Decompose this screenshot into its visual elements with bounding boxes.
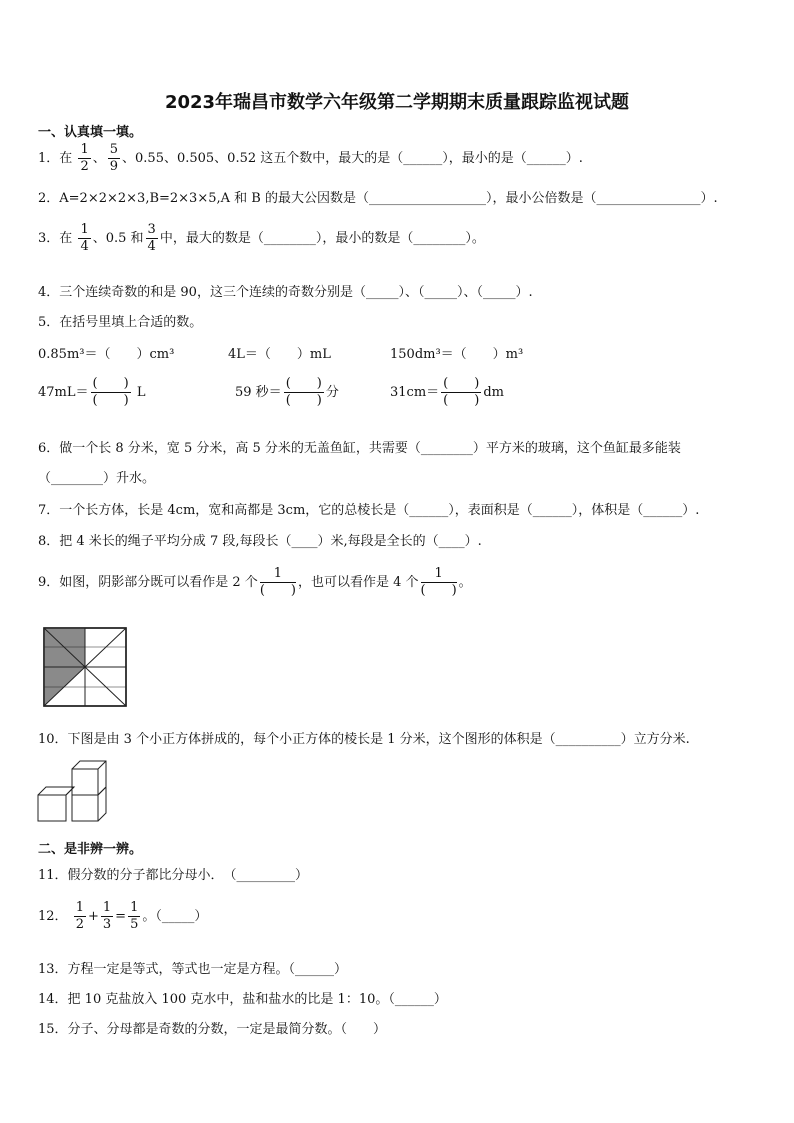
q3-middle: 、0.5 和 [92,231,144,246]
q3-f2-numerator: 3 [147,222,156,237]
q5-item-a: 0.85m³＝（ ）cm³ [38,347,175,362]
q12-number: 12． [38,909,68,924]
q12-f3-denominator: 5 [130,917,139,932]
q5-item-b: 4L＝（ ）mL [228,347,331,362]
q12-suffix: 。（_____） [142,909,208,924]
q1-prefix: 在 [59,151,73,166]
q5-d-fraction [91,376,131,409]
q1-f2-denominator: 9 [109,159,119,174]
q3-fraction-1 [78,222,90,255]
q9-f1-numerator: 1 [260,566,296,583]
q5-f-unit: dm [483,385,504,400]
q9-suffix: 。 [458,575,472,590]
q10-cubes-figure [36,759,108,825]
q12-f1-numerator: 1 [75,900,84,915]
q5-e-denominator: ( ) [285,393,322,408]
q5-d-unit: L [136,385,146,400]
q5-e-prefix: 59 秒＝ [235,385,282,400]
q12-f3-numerator: 1 [130,900,139,915]
q5-item-f [390,376,504,409]
q9-prefix: 9．如图，阴影部分既可以看作是 2 个 [38,575,258,590]
q5-f-prefix: 31cm＝ [390,385,440,400]
q9-f1-denominator: ( ) [259,583,296,598]
question-6-line-1: 6．做一个长 8 分米，宽 5 分米，高 5 分米的无盖鱼缸，共需要（________）平方米的玻璃，这个鱼缸最多能装 [38,441,681,456]
q9-f2-denominator: ( ) [420,583,457,598]
section-2-heading: 二、是非辨一辨。 [38,842,143,857]
q5-e-fraction [284,376,324,409]
q5-e-unit: 分 [325,385,339,400]
question-6-line-2: （________）升水。 [38,471,156,486]
question-5: 5．在括号里填上合适的数。 [38,315,203,330]
q3-number: 3． [38,231,60,246]
q12-fraction-3 [128,900,140,933]
q3-rest: 中，最大的数是（________），最小的数是（________）。 [159,231,485,246]
question-4: 4．三个连续奇数的和是 90，这三个连续的奇数分别是（_____）、（_____）、（_____）. [38,285,533,300]
q12-f2-denominator: 3 [102,917,112,932]
q3-f2-denominator: 4 [147,239,156,254]
q1-fraction-1 [78,142,90,175]
question-11: 11．假分数的分子都比分母小． （_________） [38,868,309,883]
q5-f-denominator: ( ) [443,393,480,408]
question-12 [38,900,207,933]
question-14: 14．把 10 克盐放入 100 克水中，盐和盐水的比是 1：10。（______） [38,992,447,1007]
q5-f-numerator: ( ) [443,376,480,391]
q12-plus: + [87,909,99,924]
q9-square-figure [43,627,127,707]
question-3 [38,222,485,255]
q12-equals: = [115,909,127,924]
q5-d-prefix: 47mL＝ [38,385,89,400]
q5-f-fraction [441,376,481,409]
question-1 [38,142,583,175]
question-10: 10．下图是由 3 个小正方体拼成的，每个小正方体的棱长是 1 分米，这个图形的体积是（__________）立方分米. [38,732,690,747]
q12-f2-numerator: 1 [102,900,112,915]
question-2: 2．A=2×2×2×3,B=2×3×5,A 和 B 的最大公因数是（__________________），最小公倍数是（________________）. [38,191,718,206]
q5-e-numerator: ( ) [285,376,322,391]
q1-f1-denominator: 2 [80,159,89,174]
q1-rest: 、0.55、0.505、0.52 这五个数中，最大的是（______），最小的是（______）. [122,151,583,166]
q5-d-numerator: ( ) [92,376,129,391]
q9-fraction-2 [421,566,457,599]
q5-d-denominator: ( ) [92,393,129,408]
question-15: 15．分子、分母都是奇数的分数，一定是最简分数。（ ） [38,1022,387,1037]
q3-prefix: 在 [59,231,73,246]
section-1-heading: 一、认真填一填。 [38,125,143,140]
page-title: 2023年瑞昌市数学六年级第二学期期末质量跟踪监视试题 [164,92,630,113]
q1-fraction-2 [108,142,120,175]
q9-middle: ，也可以看作是 4 个 [297,575,419,590]
question-8: 8．把 4 米长的绳子平均分成 7 段,每段长（____）米,每段是全长的（____）. [38,534,482,549]
q12-fraction-2 [101,900,113,933]
q9-fraction-1 [260,566,296,599]
q1-f2-numerator: 5 [109,142,119,157]
question-9 [38,566,472,599]
q1-separator: 、 [92,151,106,166]
q12-fraction-1 [74,900,86,933]
q3-fraction-2 [146,222,158,255]
q5-item-c: 150dm³＝（ ）m³ [390,347,524,362]
q3-f1-numerator: 1 [80,222,89,237]
q9-f2-numerator: 1 [421,566,457,583]
q3-f1-denominator: 4 [80,239,89,254]
q1-f1-numerator: 1 [80,142,89,157]
q5-item-e [235,376,339,409]
q5-item-d [38,376,145,409]
q12-f1-denominator: 2 [75,917,84,932]
question-13: 13．方程一定是等式，等式也一定是方程。（______） [38,962,348,977]
question-7: 7．一个长方体，长是 4cm，宽和高都是 3cm，它的总棱长是（______），表面积是（______），体积是（______）. [38,503,700,518]
q1-number: 1． [38,151,60,166]
